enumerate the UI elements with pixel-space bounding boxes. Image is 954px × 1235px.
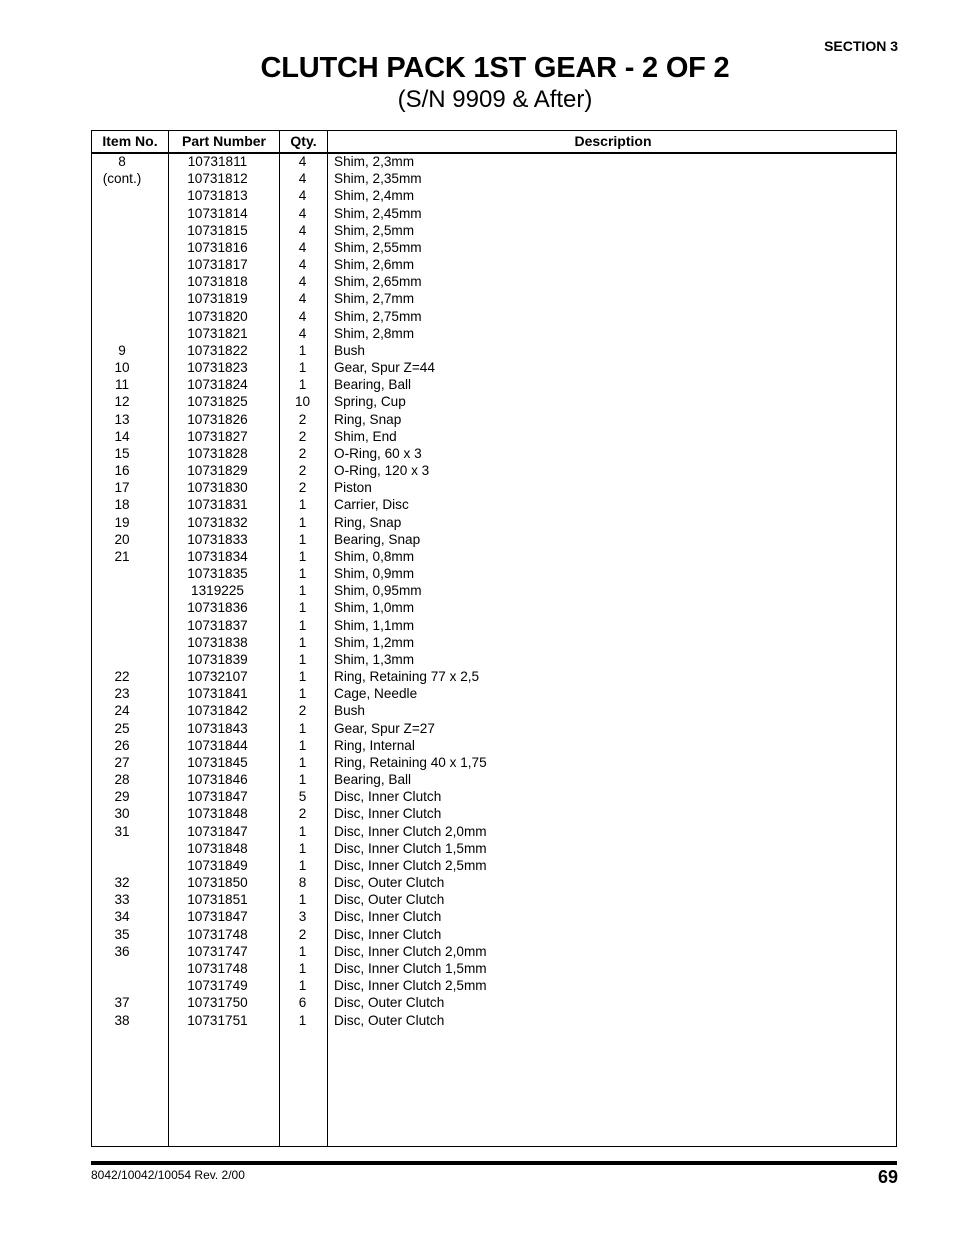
part-number-cell: 10731748 — [187, 926, 248, 942]
qty-cell: 4 — [298, 308, 307, 324]
description-cell: Shim, 1,2mm — [334, 634, 415, 650]
part-number-cell: 10731818 — [187, 274, 248, 290]
description-cell: Shim, 2,65mm — [334, 274, 422, 290]
table-row — [92, 222, 896, 239]
qty-cell: 1 — [298, 978, 307, 994]
item-number-cell: 12 — [114, 394, 130, 410]
qty-cell: 2 — [298, 926, 307, 942]
description-cell: Shim, 2,5mm — [334, 222, 415, 238]
qty-cell: 4 — [298, 171, 307, 187]
part-number-cell: 10731811 — [187, 154, 248, 169]
qty-cell: 5 — [298, 789, 307, 805]
table-row — [92, 582, 896, 599]
table-row — [92, 239, 896, 256]
description-cell: Ring, Snap — [334, 411, 402, 427]
table-row — [92, 891, 896, 908]
table-row — [92, 153, 896, 170]
qty-cell: 1 — [298, 514, 307, 530]
qty-cell: 1 — [298, 497, 307, 513]
part-number-cell: 10731846 — [187, 772, 248, 788]
part-number-cell: 10731850 — [187, 875, 248, 891]
description-cell: Disc, Inner Clutch 2,0mm — [334, 943, 487, 959]
qty-cell: 1 — [298, 737, 307, 753]
description-cell: Shim, 2,55mm — [334, 239, 422, 255]
part-number-cell: 10731817 — [187, 257, 248, 273]
table-row — [92, 908, 896, 925]
qty-cell: 1 — [298, 651, 307, 667]
part-number-cell: 10731844 — [187, 737, 248, 753]
part-number-cell: 10731829 — [187, 463, 248, 479]
description-cell: Bush — [334, 703, 365, 719]
description-cell: Disc, Outer Clutch — [334, 892, 445, 908]
item-number-cell: 17 — [114, 480, 130, 496]
table-row — [92, 411, 896, 428]
table-row — [92, 840, 896, 857]
description-cell: Shim, 0,95mm — [334, 583, 422, 599]
description-cell: Disc, Outer Clutch — [334, 1012, 445, 1028]
part-number-cell: 1319225 — [191, 583, 244, 599]
part-number-cell: 10731836 — [187, 600, 248, 616]
part-number-cell: 10731834 — [187, 548, 248, 564]
qty-cell: 1 — [298, 360, 307, 376]
table-row — [92, 290, 896, 307]
item-number-cell: 11 — [114, 377, 130, 393]
item-number-cell: 35 — [114, 926, 130, 942]
item-number-cell: 18 — [114, 497, 130, 513]
description-cell: Ring, Snap — [334, 514, 402, 530]
part-number-cell: 10731828 — [187, 445, 248, 461]
qty-cell: 1 — [298, 943, 307, 959]
table-row — [92, 977, 896, 994]
description-cell: Bush — [334, 342, 365, 358]
table-row — [92, 668, 896, 685]
doc-number: 8042/10042/10054 Rev. 2/00 — [91, 1168, 245, 1182]
part-number-cell: 10731822 — [187, 342, 248, 358]
table-row — [92, 788, 896, 805]
table-row — [92, 428, 896, 445]
part-number-cell: 10731824 — [187, 377, 248, 393]
part-number-cell: 10731848 — [187, 806, 248, 822]
qty-cell: 1 — [298, 669, 307, 685]
table-row — [92, 926, 896, 943]
part-number-cell: 10731815 — [187, 222, 248, 238]
table-row — [92, 273, 896, 290]
part-number-cell: 10731747 — [187, 943, 248, 959]
table-row — [92, 634, 896, 651]
part-number-cell: 10731842 — [187, 703, 248, 719]
qty-cell: 4 — [298, 325, 307, 341]
qty-cell: 1 — [298, 960, 307, 976]
table-row — [92, 359, 896, 376]
qty-cell: 2 — [298, 463, 307, 479]
part-number-cell: 10731847 — [187, 789, 248, 805]
item-number-cell: 37 — [114, 995, 130, 1011]
item-number-cell: 14 — [114, 428, 130, 444]
part-number-cell: 10731748 — [187, 960, 248, 976]
table-row — [92, 256, 896, 273]
qty-cell: 1 — [298, 377, 307, 393]
description-cell: Disc, Outer Clutch — [334, 875, 445, 891]
part-number-cell: 10732107 — [187, 669, 248, 685]
qty-cell: 1 — [298, 583, 307, 599]
table-row — [92, 187, 896, 204]
description-cell: Shim, 2,6mm — [334, 257, 415, 273]
table-row — [92, 462, 896, 479]
item-number-cell: 38 — [114, 1012, 130, 1028]
description-cell: Disc, Inner Clutch 1,5mm — [334, 960, 487, 976]
footer-rule — [91, 1161, 897, 1165]
description-cell: Shim, 1,0mm — [334, 600, 415, 616]
qty-cell: 1 — [298, 342, 307, 358]
part-number-cell: 10731819 — [187, 291, 248, 307]
description-cell: Disc, Inner Clutch 2,0mm — [334, 823, 487, 839]
part-number-cell: 10731851 — [187, 892, 248, 908]
item-number-cell: 25 — [114, 720, 130, 736]
part-number-cell: 10731826 — [187, 411, 248, 427]
page-title: CLUTCH PACK 1ST GEAR - 2 OF 2 — [260, 52, 730, 84]
description-cell: Disc, Inner Clutch — [334, 909, 442, 925]
qty-cell: 1 — [298, 600, 307, 616]
description-cell: Disc, Inner Clutch — [334, 806, 442, 822]
description-cell: Ring, Retaining 77 x 2,5 — [334, 669, 480, 685]
part-number-cell: 10731847 — [187, 909, 248, 925]
table-row — [92, 617, 896, 634]
part-number-cell: 10731835 — [187, 566, 248, 582]
item-number-cell: 31 — [114, 823, 130, 839]
description-cell: Shim, 2,4mm — [334, 188, 415, 204]
qty-cell: 1 — [298, 857, 307, 873]
qty-cell: 1 — [298, 566, 307, 582]
table-row — [92, 325, 896, 342]
qty-cell: 1 — [298, 754, 307, 770]
description-cell: Shim, 2,3mm — [334, 154, 415, 169]
qty-cell: 4 — [298, 274, 307, 290]
part-number-cell: 10731830 — [187, 480, 248, 496]
item-number-cell: 8 — [118, 154, 126, 169]
parts-table — [91, 130, 897, 1147]
description-cell: Bearing, Ball — [334, 772, 412, 788]
table-row — [92, 445, 896, 462]
description-cell: Disc, Inner Clutch — [334, 789, 442, 805]
part-number-cell: 10731833 — [187, 531, 248, 547]
item-number-cell: 33 — [114, 892, 130, 908]
part-number-cell: 10731812 — [187, 171, 248, 187]
description-cell: Shim, 2,75mm — [334, 308, 422, 324]
table-row — [92, 857, 896, 874]
table-row — [92, 170, 896, 187]
table-row — [92, 651, 896, 668]
qty-cell: 2 — [298, 428, 307, 444]
description-cell: Carrier, Disc — [334, 497, 409, 513]
item-number-cell: 20 — [114, 531, 130, 547]
description-cell: Gear, Spur Z=44 — [334, 360, 435, 376]
part-number-cell: 10731816 — [187, 239, 248, 255]
table-row — [92, 702, 896, 719]
description-cell: Ring, Internal — [334, 737, 415, 753]
description-cell: Shim, 0,8mm — [334, 548, 415, 564]
table-row — [92, 393, 896, 410]
item-number-cell: 28 — [114, 772, 130, 788]
table-row — [92, 599, 896, 616]
description-cell: Spring, Cup — [334, 394, 406, 410]
qty-cell: 4 — [298, 188, 307, 204]
table-row — [92, 994, 896, 1011]
item-number-cell: 34 — [114, 909, 130, 925]
table-row — [92, 514, 896, 531]
table-row — [92, 548, 896, 565]
qty-cell: 4 — [298, 205, 307, 221]
part-number-cell: 10731750 — [187, 995, 248, 1011]
table-row — [92, 823, 896, 840]
part-number-cell: 10731843 — [187, 720, 248, 736]
part-number-cell: 10731814 — [187, 205, 248, 221]
description-cell: Disc, Outer Clutch — [334, 995, 445, 1011]
qty-cell: 2 — [298, 806, 307, 822]
item-number-cell: 19 — [114, 514, 130, 530]
column-header-qty: Qty. — [290, 133, 317, 149]
table-row — [92, 737, 896, 754]
part-number-cell: 10731845 — [187, 754, 248, 770]
qty-cell: 1 — [298, 772, 307, 788]
table-row — [92, 376, 896, 393]
qty-cell: 1 — [298, 1012, 307, 1028]
item-number-cell: (cont.) — [102, 171, 142, 187]
item-number-cell: 15 — [114, 445, 130, 461]
qty-cell: 1 — [298, 823, 307, 839]
qty-cell: 1 — [298, 840, 307, 856]
description-cell: Shim, End — [334, 428, 397, 444]
qty-cell: 2 — [298, 445, 307, 461]
part-number-cell: 10731751 — [187, 1012, 248, 1028]
qty-cell: 1 — [298, 531, 307, 547]
qty-cell: 4 — [298, 154, 307, 169]
table-row — [92, 205, 896, 222]
section-label: SECTION 3 — [824, 38, 898, 54]
item-number-cell: 29 — [114, 789, 130, 805]
item-number-cell: 30 — [114, 806, 130, 822]
description-cell: Shim, 2,35mm — [334, 171, 422, 187]
description-cell: Gear, Spur Z=27 — [334, 720, 435, 736]
qty-cell: 1 — [298, 686, 307, 702]
table-row — [92, 754, 896, 771]
part-number-cell: 10731839 — [187, 651, 248, 667]
part-number-cell: 10731749 — [187, 978, 248, 994]
description-cell: Shim, 2,45mm — [334, 205, 422, 221]
table-row — [92, 342, 896, 359]
column-header-description: Description — [574, 133, 652, 149]
page-subtitle: (S/N 9909 & After) — [397, 86, 593, 113]
qty-cell: 10 — [294, 394, 311, 410]
column-header-part-number: Part Number — [181, 133, 267, 149]
qty-cell: 1 — [298, 634, 307, 650]
part-number-cell: 10731823 — [187, 360, 248, 376]
description-cell: O-Ring, 120 x 3 — [334, 463, 430, 479]
part-number-cell: 10731838 — [187, 634, 248, 650]
table-row — [92, 308, 896, 325]
part-number-cell: 10731849 — [187, 857, 248, 873]
part-number-cell: 10731813 — [187, 188, 248, 204]
description-cell: Bearing, Ball — [334, 377, 412, 393]
qty-cell: 1 — [298, 720, 307, 736]
part-number-cell: 10731825 — [187, 394, 248, 410]
table-row — [92, 531, 896, 548]
item-number-cell: 23 — [114, 686, 130, 702]
table-row — [92, 960, 896, 977]
part-number-cell: 10731837 — [187, 617, 248, 633]
description-cell: Cage, Needle — [334, 686, 418, 702]
item-number-cell: 32 — [114, 875, 130, 891]
table-row — [92, 874, 896, 891]
description-cell: Disc, Inner Clutch 1,5mm — [334, 840, 487, 856]
item-number-cell: 9 — [118, 342, 126, 358]
part-number-cell: 10731841 — [187, 686, 248, 702]
part-number-cell: 10731831 — [187, 497, 248, 513]
item-number-cell: 24 — [114, 703, 130, 719]
item-number-cell: 16 — [114, 463, 130, 479]
part-number-cell: 10731827 — [187, 428, 248, 444]
description-cell: Shim, 0,9mm — [334, 566, 415, 582]
description-cell: O-Ring, 60 x 3 — [334, 445, 422, 461]
table-row — [92, 479, 896, 496]
item-number-cell: 26 — [114, 737, 130, 753]
table-row — [92, 771, 896, 788]
part-number-cell: 10731848 — [187, 840, 248, 856]
qty-cell: 2 — [298, 703, 307, 719]
description-cell: Shim, 1,3mm — [334, 651, 415, 667]
qty-cell: 1 — [298, 548, 307, 564]
qty-cell: 3 — [298, 909, 307, 925]
qty-cell: 1 — [298, 617, 307, 633]
part-number-cell: 10731832 — [187, 514, 248, 530]
column-header-item: Item No. — [102, 133, 158, 149]
description-cell: Bearing, Snap — [334, 531, 421, 547]
table-row — [92, 496, 896, 513]
qty-cell: 2 — [298, 411, 307, 427]
table-row — [92, 943, 896, 960]
table-row — [92, 720, 896, 737]
item-number-cell: 10 — [114, 360, 130, 376]
description-cell: Shim, 2,7mm — [334, 291, 415, 307]
qty-cell: 4 — [298, 239, 307, 255]
item-number-cell: 36 — [114, 943, 130, 959]
page-number: 69 — [877, 1167, 898, 1187]
description-cell: Ring, Retaining 40 x 1,75 — [334, 754, 487, 770]
description-cell: Disc, Inner Clutch 2,5mm — [334, 857, 487, 873]
description-cell: Shim, 2,8mm — [334, 325, 415, 341]
qty-cell: 4 — [298, 291, 307, 307]
description-cell: Disc, Inner Clutch 2,5mm — [334, 978, 487, 994]
part-number-cell: 10731821 — [187, 325, 248, 341]
item-number-cell: 22 — [114, 669, 130, 685]
qty-cell: 6 — [298, 995, 307, 1011]
table-row — [92, 565, 896, 582]
qty-cell: 4 — [298, 257, 307, 273]
item-number-cell: 13 — [114, 411, 130, 427]
table-row — [92, 1012, 896, 1029]
description-cell: Shim, 1,1mm — [334, 617, 415, 633]
part-number-cell: 10731847 — [187, 823, 248, 839]
qty-cell: 8 — [298, 875, 307, 891]
item-number-cell: 27 — [114, 754, 130, 770]
description-cell: Disc, Inner Clutch — [334, 926, 442, 942]
qty-cell: 1 — [298, 892, 307, 908]
qty-cell: 4 — [298, 222, 307, 238]
description-cell: Piston — [334, 480, 372, 496]
part-number-cell: 10731820 — [187, 308, 248, 324]
table-row — [92, 685, 896, 702]
item-number-cell: 21 — [114, 548, 130, 564]
qty-cell: 2 — [298, 480, 307, 496]
table-row — [92, 805, 896, 822]
